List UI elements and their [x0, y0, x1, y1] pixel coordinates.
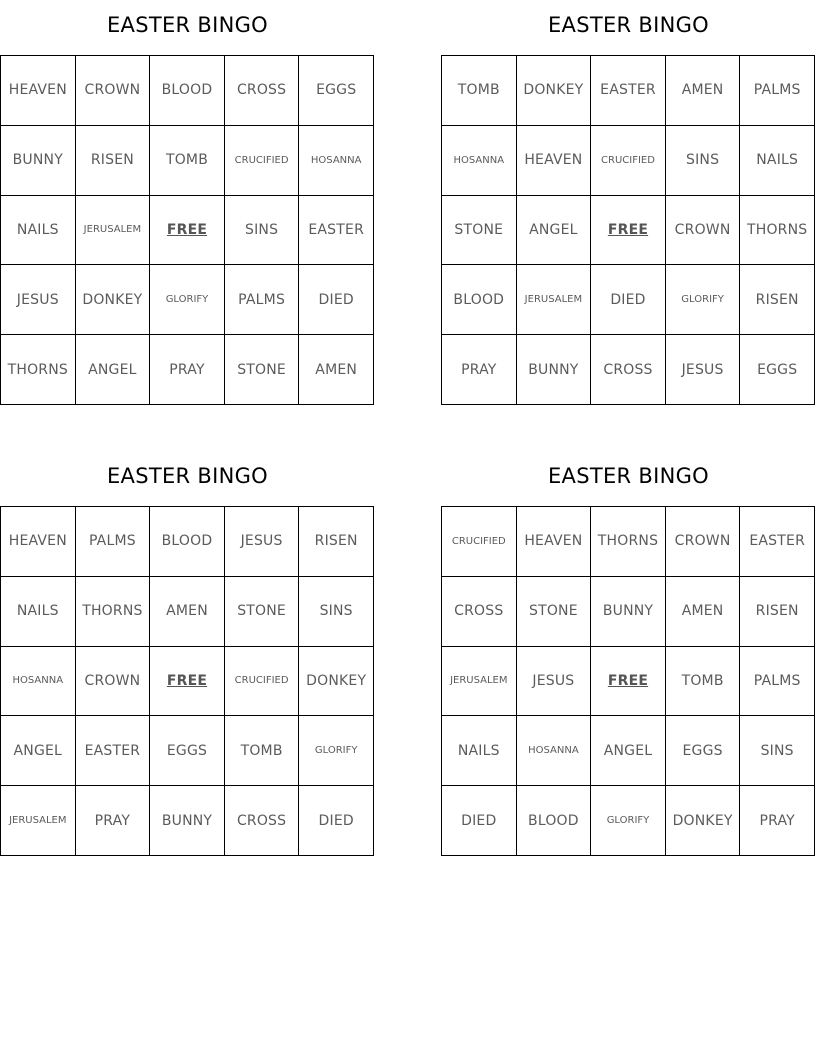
bingo-cell: AMEN: [299, 335, 374, 405]
bingo-cell: BLOOD: [150, 507, 225, 577]
free-space-cell: FREE: [591, 196, 666, 266]
bingo-cell: DIED: [299, 265, 374, 335]
bingo-cell: PRAY: [150, 335, 225, 405]
bingo-cell: CROSS: [442, 577, 517, 647]
bingo-cell: EGGS: [150, 716, 225, 786]
bingo-cell: SINS: [299, 577, 374, 647]
bingo-cell: ANGEL: [517, 196, 592, 266]
bingo-cell: EASTER: [76, 716, 151, 786]
bingo-cell: BUNNY: [1, 126, 76, 196]
bingo-cell: TOMB: [225, 716, 300, 786]
bingo-cell: EASTER: [591, 56, 666, 126]
bingo-cell: RISEN: [740, 577, 815, 647]
card-title: EASTER BINGO: [547, 13, 710, 37]
bingo-cell: CRUCIFIED: [442, 507, 517, 577]
bingo-cell: HEAVEN: [517, 507, 592, 577]
bingo-cell: PALMS: [225, 265, 300, 335]
bingo-cell: AMEN: [666, 577, 741, 647]
bingo-cell: NAILS: [1, 196, 76, 266]
bingo-cell: JERUSALEM: [442, 647, 517, 717]
bingo-cell: PRAY: [442, 335, 517, 405]
bingo-cell: PALMS: [740, 56, 815, 126]
bingo-cell: DONKEY: [666, 786, 741, 856]
bingo-cell: STONE: [517, 577, 592, 647]
bingo-grid: [0, 506, 374, 856]
bingo-cell: CRUCIFIED: [225, 647, 300, 717]
bingo-cell: TOMB: [150, 126, 225, 196]
bingo-cell: CROSS: [591, 335, 666, 405]
bingo-cell: AMEN: [666, 56, 741, 126]
bingo-cell: AMEN: [150, 577, 225, 647]
bingo-cell: THORNS: [740, 196, 815, 266]
bingo-cell: DONKEY: [299, 647, 374, 717]
free-space-cell: FREE: [150, 196, 225, 266]
bingo-cell: ANGEL: [76, 335, 151, 405]
bingo-cell: JERUSALEM: [76, 196, 151, 266]
bingo-cell: BUNNY: [591, 577, 666, 647]
bingo-cell: PALMS: [740, 647, 815, 717]
bingo-cell: DONKEY: [76, 265, 151, 335]
bingo-cell: STONE: [225, 335, 300, 405]
bingo-cell: THORNS: [1, 335, 76, 405]
bingo-cell: DONKEY: [517, 56, 592, 126]
bingo-cell: ANGEL: [591, 716, 666, 786]
bingo-grid: [0, 55, 374, 405]
bingo-cell: SINS: [666, 126, 741, 196]
bingo-cell: GLORIFY: [591, 786, 666, 856]
bingo-cell: PRAY: [76, 786, 151, 856]
bingo-cell: BLOOD: [150, 56, 225, 126]
bingo-cell: JESUS: [225, 507, 300, 577]
bingo-cell: EGGS: [299, 56, 374, 126]
bingo-cell: JESUS: [666, 335, 741, 405]
bingo-cell: BLOOD: [517, 786, 592, 856]
bingo-cell: BLOOD: [442, 265, 517, 335]
bingo-cell: BUNNY: [517, 335, 592, 405]
bingo-cell: BUNNY: [150, 786, 225, 856]
bingo-cell: NAILS: [442, 716, 517, 786]
card-title: EASTER BINGO: [106, 464, 269, 488]
bingo-cell: HOSANNA: [442, 126, 517, 196]
bingo-cell: STONE: [225, 577, 300, 647]
bingo-cell: SINS: [740, 716, 815, 786]
bingo-cell: DIED: [591, 265, 666, 335]
bingo-cell: EGGS: [666, 716, 741, 786]
bingo-cell: EGGS: [740, 335, 815, 405]
bingo-cell: EASTER: [740, 507, 815, 577]
bingo-cell: STONE: [442, 196, 517, 266]
bingo-cell: GLORIFY: [150, 265, 225, 335]
bingo-cell: DIED: [299, 786, 374, 856]
bingo-cell: SINS: [225, 196, 300, 266]
bingo-cell: CROWN: [76, 56, 151, 126]
bingo-cell: NAILS: [1, 577, 76, 647]
bingo-cell: HEAVEN: [517, 126, 592, 196]
bingo-cell: CROSS: [225, 56, 300, 126]
card-title: EASTER BINGO: [547, 464, 710, 488]
bingo-grid: [441, 506, 815, 856]
bingo-cell: RISEN: [76, 126, 151, 196]
bingo-cell: JESUS: [1, 265, 76, 335]
bingo-cell: CROWN: [666, 196, 741, 266]
bingo-cell: THORNS: [591, 507, 666, 577]
free-space-cell: FREE: [150, 647, 225, 717]
bingo-cell: GLORIFY: [299, 716, 374, 786]
bingo-cell: JERUSALEM: [1, 786, 76, 856]
bingo-cell: HEAVEN: [1, 507, 76, 577]
bingo-cell: CRUCIFIED: [225, 126, 300, 196]
card-title: EASTER BINGO: [106, 13, 269, 37]
bingo-cell: NAILS: [740, 126, 815, 196]
bingo-cell: PALMS: [76, 507, 151, 577]
bingo-cell: TOMB: [666, 647, 741, 717]
bingo-cell: CROSS: [225, 786, 300, 856]
bingo-cell: JERUSALEM: [517, 265, 592, 335]
bingo-cell: PRAY: [740, 786, 815, 856]
bingo-cell: JESUS: [517, 647, 592, 717]
bingo-cell: HOSANNA: [517, 716, 592, 786]
bingo-cell: ANGEL: [1, 716, 76, 786]
bingo-cell: THORNS: [76, 577, 151, 647]
bingo-cell: HEAVEN: [1, 56, 76, 126]
free-space-cell: FREE: [591, 647, 666, 717]
bingo-cell: TOMB: [442, 56, 517, 126]
bingo-grid: [441, 55, 815, 405]
bingo-cell: HOSANNA: [299, 126, 374, 196]
bingo-cell: HOSANNA: [1, 647, 76, 717]
bingo-cell: CROWN: [666, 507, 741, 577]
bingo-cell: CRUCIFIED: [591, 126, 666, 196]
bingo-cell: GLORIFY: [666, 265, 741, 335]
bingo-cell: RISEN: [299, 507, 374, 577]
bingo-cell: RISEN: [740, 265, 815, 335]
bingo-cell: EASTER: [299, 196, 374, 266]
bingo-cell: DIED: [442, 786, 517, 856]
bingo-cell: CROWN: [76, 647, 151, 717]
